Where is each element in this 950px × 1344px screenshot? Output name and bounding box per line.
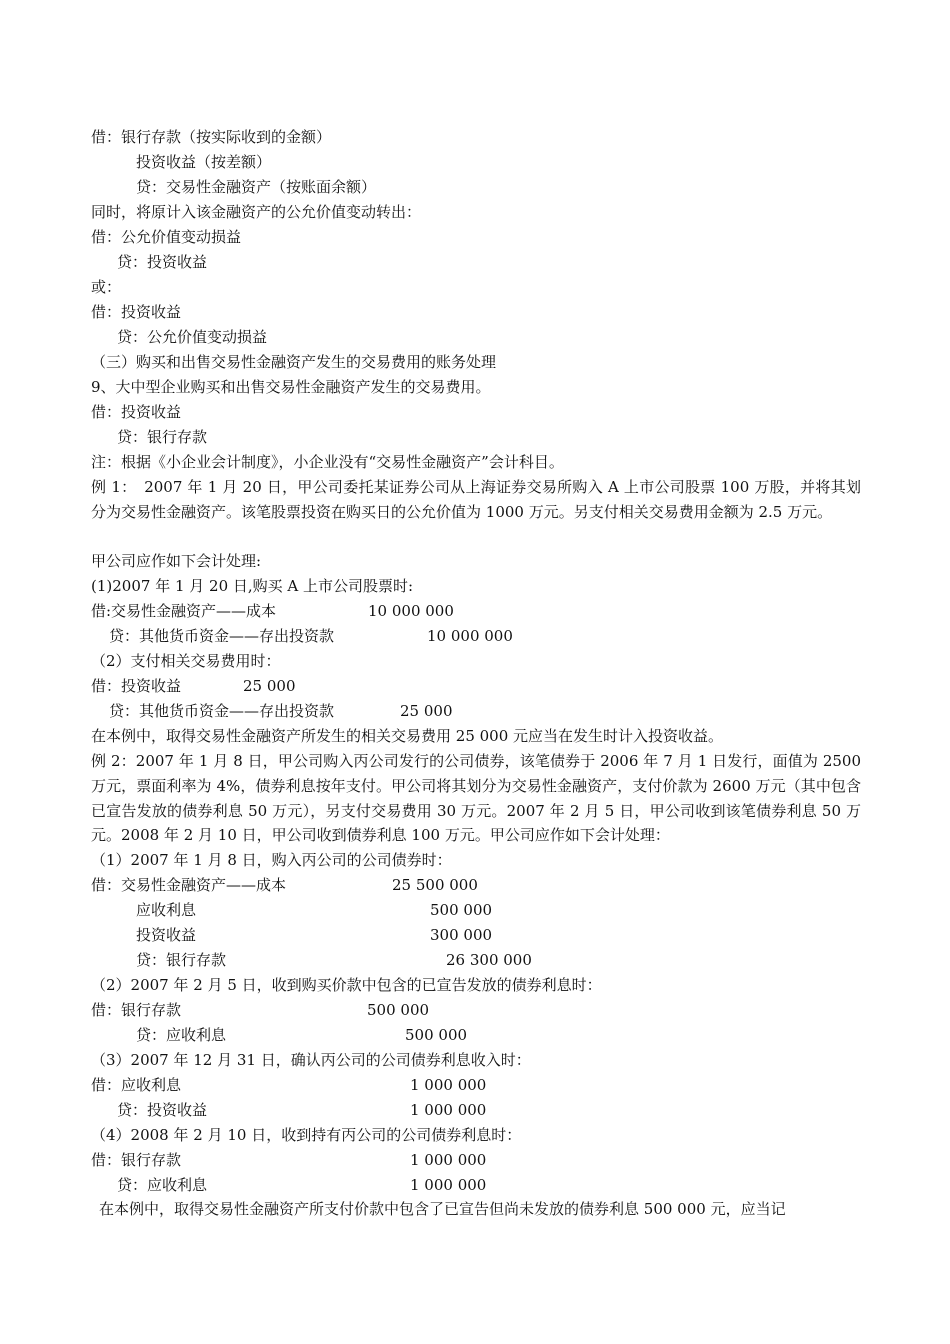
journal-line: 借：银行存款 — [91, 1151, 182, 1169]
step-heading: （2）2007 年 2 月 5 日，收到购买价款中包含的已宣告发放的债券利息时： — [91, 976, 602, 994]
journal-line: 贷：银行存款 — [117, 428, 208, 446]
step-heading: （1）2007 年 1 月 8 日，购入丙公司的公司债券时： — [91, 851, 452, 869]
text-line: 甲公司应作如下会计处理: — [91, 552, 262, 570]
amount: 1 000 000 — [410, 1151, 487, 1169]
journal-line: 借：银行存款 — [91, 1001, 182, 1019]
journal-line: 贷：公允价值变动损益 — [117, 328, 268, 346]
step-heading: （2）支付相关交易费用时： — [91, 652, 281, 670]
journal-line: 借：投资收益 — [91, 303, 182, 321]
amount: 1 000 000 — [410, 1076, 487, 1094]
journal-line: 贷：其他货币资金——存出投资款 — [109, 627, 335, 645]
amount: 25 000 — [400, 702, 453, 720]
step-heading: （3）2007 年 12 月 31 日，确认丙公司的公司债券利息收入时： — [91, 1051, 531, 1069]
section-heading: （三）购买和出售交易性金融资产发生的交易费用的账务处理 — [91, 353, 497, 371]
step-heading: （4）2008 年 2 月 10 日，收到持有丙公司的公司债券利息时： — [91, 1126, 522, 1144]
journal-line: 贷：其他货币资金——存出投资款 — [109, 702, 335, 720]
text-line: 9、大中型企业购买和出售交易性金融资产发生的交易费用。 — [91, 378, 491, 396]
amount: 500 000 — [367, 1001, 430, 1019]
journal-line: 贷：投资收益 — [117, 1101, 208, 1119]
journal-line: 贷：投资收益 — [117, 253, 208, 271]
journal-line: 贷：应收利息 — [136, 1026, 227, 1044]
amount: 1 000 000 — [410, 1176, 487, 1194]
amount: 10 000 000 — [368, 602, 454, 620]
step-heading: (1)2007 年 1 月 20 日,购买 A 上市公司股票时: — [91, 577, 414, 595]
note-line: 注：根据《小企业会计制度》，小企业没有“交易性金融资产”会计科目。 — [91, 453, 564, 471]
journal-line: 借：投资收益 — [91, 677, 182, 695]
journal-line: 借：应收利息 — [91, 1076, 182, 1094]
amount: 500 000 — [430, 901, 493, 919]
amount: 500 000 — [405, 1026, 468, 1044]
amount: 25 000 — [243, 677, 296, 695]
journal-line: 投资收益 — [136, 926, 197, 944]
journal-line: 借：公允价值变动损益 — [91, 228, 242, 246]
amount: 26 300 000 — [446, 951, 532, 969]
journal-line: 应收利息 — [136, 901, 197, 919]
journal-line: 借:交易性金融资产——成本 — [91, 602, 277, 620]
journal-line: 贷：交易性金融资产（按账面余额） — [136, 178, 377, 196]
journal-line: 借：投资收益 — [91, 403, 182, 421]
text-line: 同时，将原计入该金融资产的公允价值变动转出： — [91, 203, 422, 221]
text-line: 或： — [91, 278, 122, 296]
journal-line: 贷：应收利息 — [117, 1176, 208, 1194]
example-1-paragraph: 例 1： 2007 年 1 月 20 日，甲公司委托某证券公司从上海证券交易所购入 A 上市公司股票 100 万股，并将其划分为交易性金融资产。该笔股票投资在购买日的公允价值为 1000 万元。另支付相关交易费用金额为 2.5 万元。 — [91, 478, 861, 521]
amount: 10 000 000 — [427, 627, 513, 645]
amount: 1 000 000 — [410, 1101, 487, 1119]
example-2-paragraph: 例 2：2007 年 1 月 8 日，甲公司购入丙公司发行的公司债券，该笔债券于 2006 年 7 月 1 日发行，面值为 2500 万元，票面利率为 4%，债券利息按年支付。甲公司将其划分为交易性金融资产，支付价款为 2600 万元（其中包含已宣告发放的债券利息 50 万元），另支付交易费用 30 万元。2007 年 2 月 5 日，甲公司收到该笔债券利息 50 万元。2008 年 2 月 10 日，甲公司收到债券利息 100 万元。甲公司应作如下会计处理： — [91, 752, 861, 845]
closing-line: 在本例中，取得交易性金融资产所支付价款中包含了已宣告但尚未发放的债券利息 500 000 元，应当记 — [99, 1200, 786, 1218]
amount: 300 000 — [430, 926, 493, 944]
amount: 25 500 000 — [392, 876, 478, 894]
journal-line: 贷：银行存款 — [136, 951, 227, 969]
journal-line: 借：交易性金融资产——成本 — [91, 876, 287, 894]
journal-line: 投资收益（按差额） — [136, 153, 272, 171]
journal-line: 借：银行存款（按实际收到的金额） — [91, 128, 332, 146]
note-line: 在本例中，取得交易性金融资产所发生的相关交易费用 25 000 元应当在发生时计入投资收益。 — [91, 727, 724, 745]
